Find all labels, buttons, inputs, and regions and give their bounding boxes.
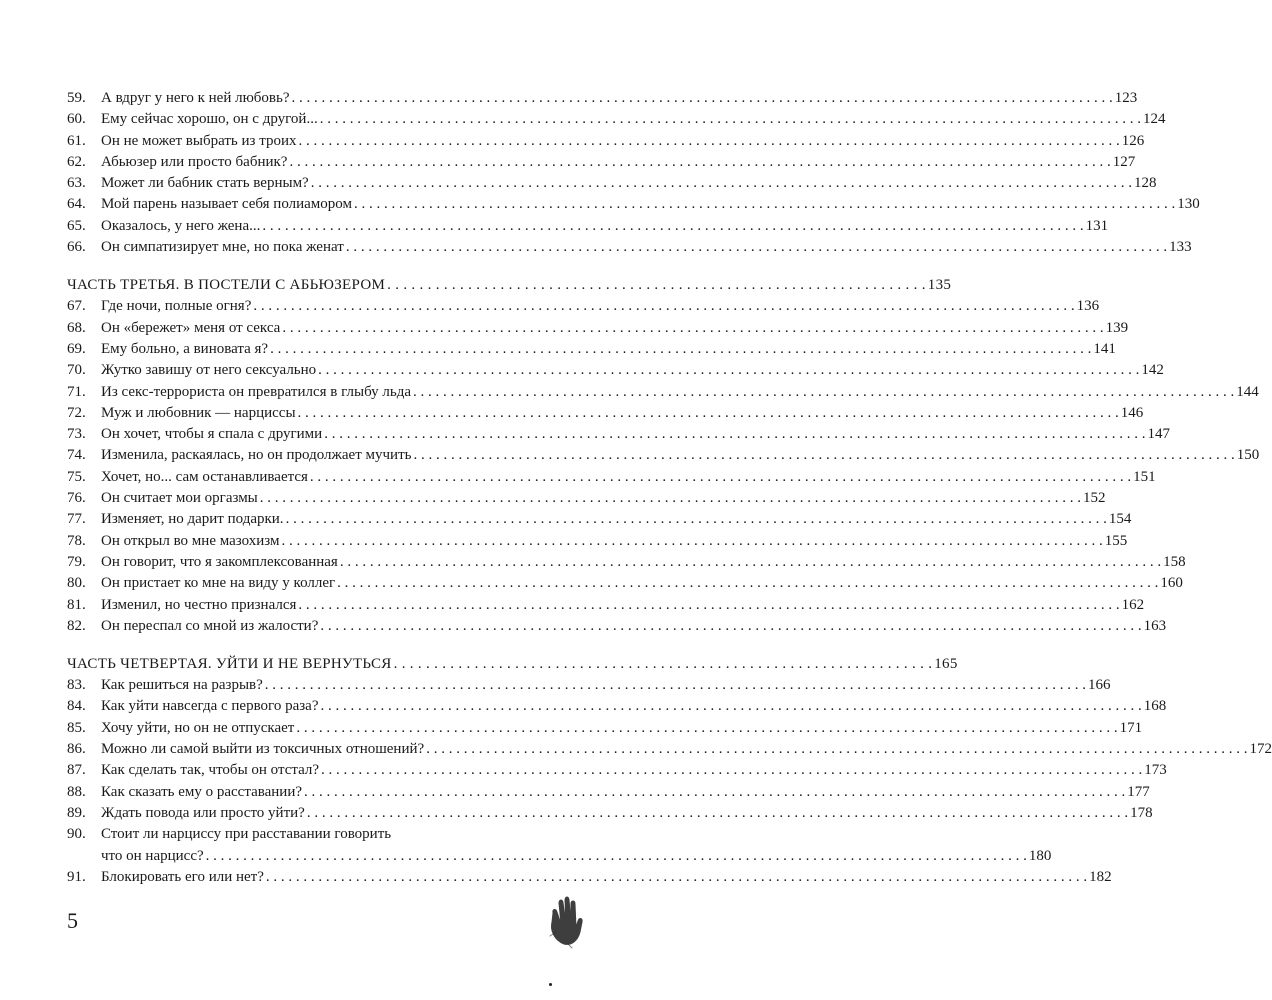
toc-entry[interactable] bbox=[67, 445, 1260, 466]
leader-dots bbox=[298, 131, 1119, 152]
toc-entry[interactable] bbox=[67, 194, 1200, 215]
leader-dots bbox=[292, 88, 1113, 109]
toc-entry[interactable] bbox=[67, 403, 1144, 424]
entry-number: 70. bbox=[67, 362, 86, 379]
entry-title: А вдруг у него к ней любовь? bbox=[101, 90, 290, 106]
entry-number: 89. bbox=[67, 804, 86, 821]
entry-number: 87. bbox=[67, 762, 86, 779]
entry-page: 154 bbox=[1108, 511, 1132, 528]
entry-page: 166 bbox=[1088, 677, 1111, 694]
hand-icon bbox=[538, 892, 588, 948]
entry-page: 152 bbox=[1083, 490, 1106, 507]
decorative-dot bbox=[549, 983, 552, 986]
toc-entry[interactable] bbox=[67, 696, 1167, 717]
leader-dots bbox=[282, 318, 1103, 339]
leader-dots bbox=[321, 696, 1142, 717]
entry-number: 78. bbox=[67, 532, 86, 549]
entry-title: Как решиться на разрыв? bbox=[101, 677, 263, 694]
leader-dots bbox=[307, 803, 1128, 824]
toc-entry[interactable] bbox=[67, 531, 1128, 552]
entry-number: 74. bbox=[67, 447, 86, 464]
entry-number: 86. bbox=[67, 741, 86, 758]
toc-entry-continuation[interactable] bbox=[67, 846, 1052, 867]
entry-number: 81. bbox=[67, 596, 86, 613]
leader-dots bbox=[320, 616, 1141, 637]
entry-page: 178 bbox=[1130, 804, 1153, 821]
entry-title: Жутко завишу от него сексуально bbox=[101, 362, 317, 379]
entry-number: 73. bbox=[67, 426, 86, 443]
leader-dots bbox=[298, 403, 1119, 424]
entry-title: Блокировать его или нет? bbox=[101, 868, 264, 885]
entry-page: 160 bbox=[1160, 575, 1183, 592]
entry-title: Он открыл во мне мазохизм bbox=[101, 532, 280, 549]
leader-dots bbox=[262, 216, 1083, 237]
leader-dots bbox=[340, 552, 1161, 573]
entry-title: Мой парень называет себя полиамором bbox=[101, 196, 353, 213]
toc-entry[interactable] bbox=[67, 152, 1136, 173]
leader-dots bbox=[260, 488, 1081, 509]
entry-page: 177 bbox=[1127, 783, 1150, 800]
entry-number: 85. bbox=[67, 719, 86, 736]
entry-page: 168 bbox=[1143, 698, 1167, 715]
toc-entry[interactable] bbox=[67, 573, 1183, 594]
entry-number: 76. bbox=[67, 490, 86, 507]
toc-entry[interactable] bbox=[67, 216, 1109, 237]
entry-number: 84. bbox=[67, 698, 86, 715]
toc-entry[interactable] bbox=[67, 824, 537, 845]
entry-number: 77. bbox=[67, 511, 86, 528]
entry-page: 180 bbox=[1028, 847, 1052, 864]
entry-number: 80. bbox=[67, 575, 86, 592]
entry-title: Хочет, но... сам останавливается bbox=[101, 468, 308, 485]
entry-number: 67. bbox=[67, 298, 86, 315]
entry-title: Он хочет, чтобы я спала с другими bbox=[101, 426, 323, 443]
leader-dots bbox=[253, 296, 1074, 317]
entry-title: Оказалось, у него жена... bbox=[101, 217, 261, 234]
leader-dots bbox=[426, 739, 1247, 760]
toc-entry[interactable] bbox=[67, 467, 1156, 488]
entry-title: Он считает мои оргазмы bbox=[101, 490, 258, 507]
entry-page: 172 bbox=[1249, 741, 1272, 758]
entry-number: 68. bbox=[67, 319, 86, 336]
toc-entry[interactable] bbox=[67, 424, 1170, 445]
entry-page: 141 bbox=[1093, 340, 1116, 357]
entry-title: Ему больно, а виновата я? bbox=[101, 340, 269, 357]
entry-page: 133 bbox=[1169, 239, 1192, 256]
entry-title: Где ночи, полные огня? bbox=[101, 298, 252, 315]
entry-number: 60. bbox=[67, 111, 86, 128]
entry-title: Изменила, раскаялась, но он продолжает мучить bbox=[101, 447, 412, 464]
entry-title: Он не может выбрать из троих bbox=[101, 132, 297, 149]
leader-dots bbox=[354, 194, 1175, 215]
leader-dots bbox=[266, 867, 1087, 888]
part-page: 165 bbox=[934, 656, 958, 673]
toc-entry[interactable] bbox=[67, 616, 1167, 637]
toc-entry[interactable] bbox=[67, 237, 1192, 258]
toc-entry[interactable] bbox=[67, 131, 1145, 152]
leader-dots bbox=[324, 424, 1145, 445]
leader-dots bbox=[387, 274, 926, 296]
entry-title: Как сделать так, чтобы он отстал? bbox=[101, 762, 320, 779]
entry-page: 127 bbox=[1112, 153, 1136, 170]
entry-page: 162 bbox=[1121, 596, 1145, 613]
toc-entry[interactable] bbox=[67, 109, 1166, 130]
leader-dots bbox=[413, 382, 1234, 403]
toc-entry[interactable] bbox=[67, 488, 1106, 509]
toc-entry[interactable] bbox=[67, 339, 1116, 360]
part-title: ЧАСТЬ ЧЕТВЕРТАЯ. УЙТИ И НЕ ВЕРНУТЬСЯ bbox=[67, 656, 392, 673]
entry-page: 124 bbox=[1142, 111, 1166, 128]
toc-entry[interactable] bbox=[67, 509, 1132, 530]
entry-page: 139 bbox=[1105, 319, 1129, 336]
entry-number: 64. bbox=[67, 196, 86, 213]
entry-page: 123 bbox=[1114, 90, 1138, 106]
leader-dots bbox=[286, 509, 1107, 530]
entry-page: 151 bbox=[1133, 468, 1156, 485]
toc-entry[interactable] bbox=[67, 675, 1111, 696]
toc-entry[interactable] bbox=[67, 173, 1157, 194]
entry-page: 163 bbox=[1143, 617, 1167, 634]
leader-dots bbox=[289, 152, 1110, 173]
entry-title: Может ли бабник стать верным? bbox=[101, 175, 309, 192]
entry-number: 83. bbox=[67, 677, 86, 694]
entry-title: Ждать повода или просто уйти? bbox=[101, 804, 305, 821]
leader-dots bbox=[298, 595, 1119, 616]
toc-entry[interactable] bbox=[67, 867, 1112, 888]
entry-number: 82. bbox=[67, 617, 86, 634]
toc-entry[interactable] bbox=[67, 760, 1167, 781]
entry-number: 69. bbox=[67, 340, 86, 357]
leader-dots bbox=[321, 760, 1142, 781]
entry-number: 61. bbox=[67, 132, 86, 149]
entry-number: 65. bbox=[67, 217, 86, 234]
toc-entry[interactable] bbox=[67, 739, 1272, 760]
entry-title: Как уйти навсегда с первого раза? bbox=[101, 698, 319, 715]
toc-entry[interactable] bbox=[67, 803, 1153, 824]
entry-title: Изменяет, но дарит подарки. bbox=[101, 511, 284, 528]
entry-number: 66. bbox=[67, 239, 86, 256]
table-of-contents bbox=[67, 88, 1272, 888]
toc-entry[interactable] bbox=[67, 296, 1100, 317]
entry-page: 126 bbox=[1121, 132, 1145, 149]
leader-dots bbox=[311, 173, 1132, 194]
entry-title: Как сказать ему о расставании? bbox=[101, 783, 303, 800]
leader-dots bbox=[310, 467, 1131, 488]
leader-dots bbox=[320, 109, 1141, 130]
part-title: ЧАСТЬ ТРЕТЬЯ. В ПОСТЕЛИ С АБЬЮЗЕРОМ bbox=[67, 277, 386, 294]
entry-number: 62. bbox=[67, 153, 86, 170]
toc-group bbox=[67, 88, 1200, 258]
leader-dots bbox=[318, 360, 1139, 381]
entry-page: 130 bbox=[1177, 196, 1200, 213]
entry-title: Хочу уйти, но он не отпускает bbox=[101, 719, 295, 736]
entry-page: 171 bbox=[1119, 719, 1143, 736]
part-heading[interactable] bbox=[67, 274, 952, 296]
part-heading[interactable] bbox=[67, 653, 958, 675]
entry-page: 182 bbox=[1089, 868, 1112, 885]
toc-entry[interactable] bbox=[67, 595, 1145, 616]
entry-page: 142 bbox=[1141, 362, 1164, 379]
entry-title-continued: что он нарцисс? bbox=[101, 847, 204, 864]
toc-entry[interactable] bbox=[67, 782, 1150, 803]
entry-number: 71. bbox=[67, 383, 86, 400]
toc-entry[interactable] bbox=[67, 360, 1164, 381]
leader-dots bbox=[265, 675, 1086, 696]
entry-title: Он переспал со мной из жалости? bbox=[101, 617, 319, 634]
leader-dots bbox=[346, 237, 1167, 258]
leader-dots bbox=[296, 718, 1117, 739]
entry-title: Ему сейчас хорошо, он с другой... bbox=[101, 111, 318, 128]
entry-number: 75. bbox=[67, 468, 86, 485]
entry-title: Он симпатизирует мне, но пока женат bbox=[101, 239, 344, 256]
entry-page: 146 bbox=[1120, 404, 1144, 421]
toc-group bbox=[67, 296, 1260, 637]
entry-number: 90. bbox=[67, 826, 86, 843]
entry-number: 79. bbox=[67, 553, 86, 570]
entry-page: 150 bbox=[1236, 447, 1260, 464]
entry-title: Стоит ли нарциссу при расставании говорить bbox=[101, 826, 392, 843]
entry-title: Из секс-террориста он превратился в глыбу льда bbox=[101, 383, 412, 400]
entry-title: Абьюзер или просто бабник? bbox=[101, 153, 288, 170]
toc-entry[interactable] bbox=[67, 318, 1129, 339]
entry-title: Муж и любовник — нарциссы bbox=[101, 404, 296, 421]
entry-page: 173 bbox=[1144, 762, 1167, 779]
entry-page: 128 bbox=[1133, 175, 1157, 192]
entry-number: 63. bbox=[67, 175, 86, 192]
entry-page: 155 bbox=[1104, 532, 1128, 549]
toc-entry[interactable] bbox=[67, 382, 1259, 403]
entry-number: 91. bbox=[67, 868, 86, 885]
toc-group bbox=[67, 675, 1272, 888]
entry-number: 59. bbox=[67, 90, 86, 106]
leader-dots bbox=[270, 339, 1091, 360]
entry-number: 88. bbox=[67, 783, 86, 800]
part-page: 135 bbox=[927, 277, 952, 294]
entry-title: Он пристает ко мне на виду у коллег bbox=[101, 575, 336, 592]
entry-page: 158 bbox=[1163, 553, 1186, 570]
entry-page: 136 bbox=[1076, 298, 1100, 315]
entry-number: 72. bbox=[67, 404, 86, 421]
toc-entry[interactable] bbox=[67, 718, 1143, 739]
entry-title: Он говорит, что я закомплексованная bbox=[101, 553, 338, 570]
page-number: 5 bbox=[67, 908, 78, 933]
toc-entry[interactable] bbox=[67, 88, 1138, 109]
leader-dots bbox=[281, 531, 1102, 552]
entry-title: Можно ли самой выйти из токсичных отношений? bbox=[101, 741, 425, 758]
entry-page: 131 bbox=[1085, 217, 1109, 234]
leader-dots bbox=[206, 846, 1027, 867]
leader-dots bbox=[304, 782, 1125, 803]
entry-page: 144 bbox=[1236, 383, 1259, 400]
entry-page: 147 bbox=[1147, 426, 1170, 443]
entry-title: Изменил, но честно признался bbox=[101, 596, 297, 613]
leader-dots bbox=[394, 653, 933, 675]
leader-dots bbox=[413, 445, 1234, 466]
leader-dots bbox=[337, 573, 1158, 594]
toc-entry[interactable] bbox=[67, 552, 1186, 573]
entry-title: Он «бережет» меня от секса bbox=[101, 319, 281, 336]
